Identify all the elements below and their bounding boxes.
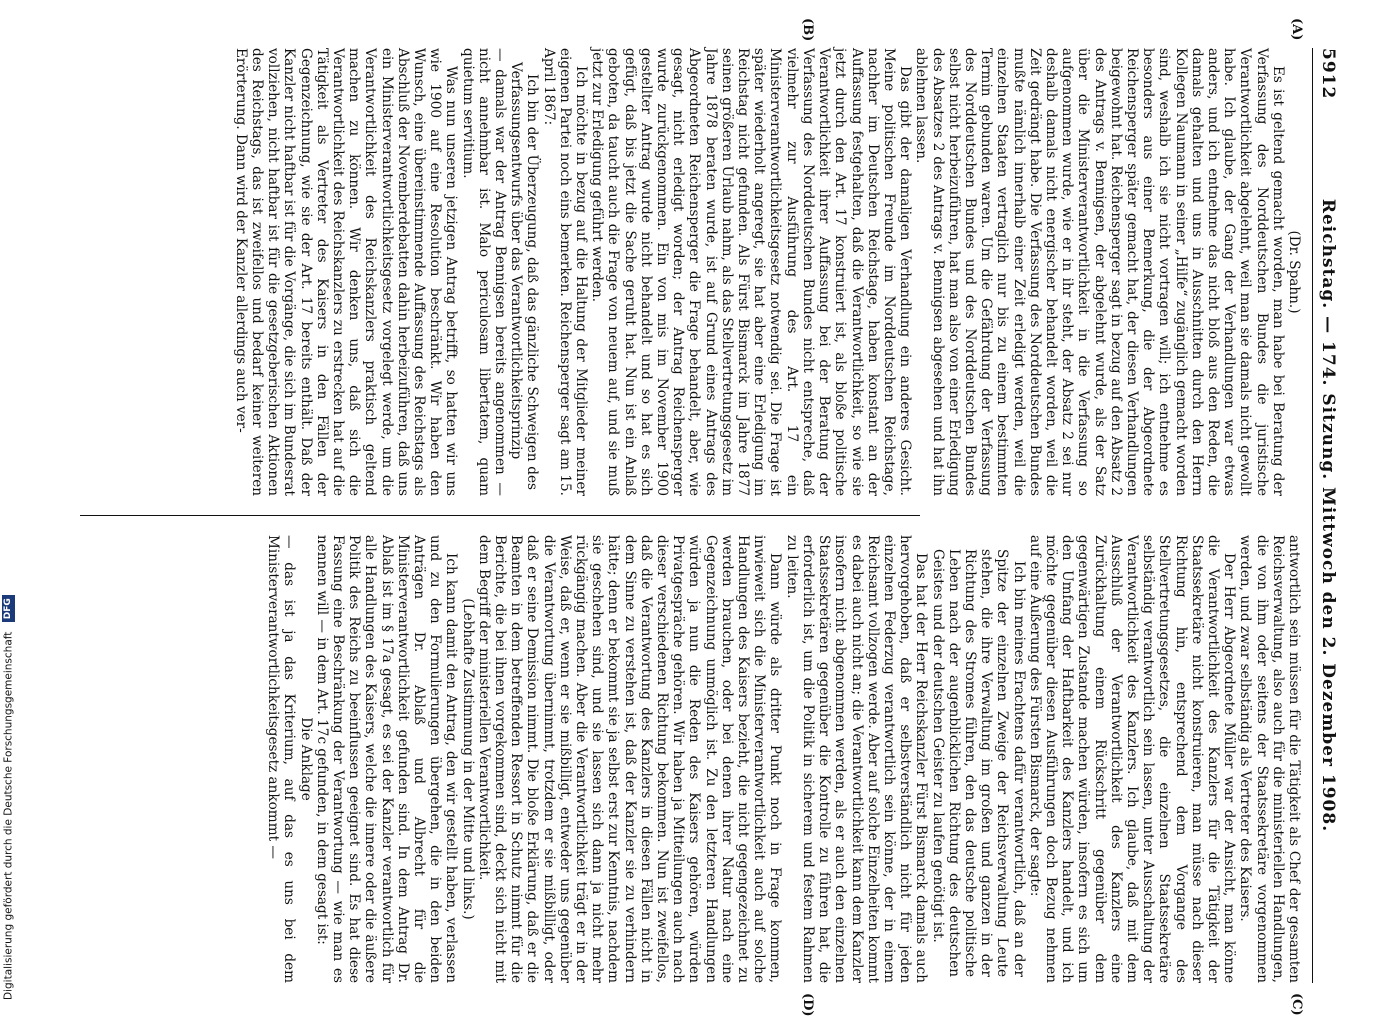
margin-marker-c: (C) (1289, 993, 1304, 1016)
paragraph: Der Herr Abgeordnete Müller war der Ansicht, man könne die Verantwortlichkeit des Kanzlers für die Tätigkeit der Staatssekretäre nicht konstruieren, man müsse nach dieser Richtung hin, entsprechend dem Vorgange des Stellvertretungsgesetzes, die einzelnen Staatssekretäre selbständig verantwortlich sein lassen, unter Ausschaltung der Verantwortlichkeit des Kanzlers. Ich glaube, daß mit dem Ausschluß der Verantwortlichkeit des Kanzlers eine Zurückhaltung einem Rückschritt gegenüber dem gegenwärtigen Zustande machen würden, insofern es sich um den Umfang der Haftbarkeit des Kanzlers handelt, und ich möchte gegenüber diesen Ausführungen doch Bezug nehmen auf eine Äußerung des Fürsten Bismarck, der sagte: (1026, 535, 1238, 983)
scanned-page (65, 18, 1340, 1017)
paragraph: Was nun unseren jetzigen Antrag betrifft, so hatten wir uns wie 1900 auf eine Resolution beschränkt. Wir haben den Wunsch, eine übereinstimmende Auffassung des Reichstags als Abschluß der Novemberdebatten dahin herbeizuführen, daß uns ein Ministerverantwortlichkeitsgesetz vorgelegt werde, um die Verantwortlichkeit des Reichskanzlers praktisch geltend machen zu können. Wir denken uns, daß sich die Verantwortlichkeit des Reichskanzlers zu erstrecken hat auf die Tätigkeit als Vertreter des Kaisers in den Fällen der Gegenzeichnung, wie sie der Art. 17 bereits enthält. Daß der Kanzler nicht haftbar ist für die Vorgänge, die sich im Bundesrat vollziehen, nicht haftbar ist für die gesetzgeberischen Aktionen des Reichstags, das ist zweifellos und bedarf keiner weiteren Erörterung. Dann wird der Kanzler allerdings auch ver- (232, 48, 460, 496)
paragraph: Das gibt der damaligen Verhandlung ein anderes Gesicht. Meine politischen Freunde im Norddeutschen Reichstage, nachher im Deutschen Reichstage, haben konstant an der Auffassung festgehalten, daß die Verantwortlichkeit, so wie sie jetzt durch den Art. 17 konstruiert ist, als bloße politische Verantwortlichkeit ihrer Auffassung bei der Beratung der Verfassung des Norddeutschen Bundes nicht entspreche, daß vielmehr zur Ausführung des Art. 17 ein Ministerverantwortlichkeitsgesetz notwendig sei. Die Frage ist später wiederholt angeregt, sie hat aber eine Erledigung im Reichstag nicht gefunden. Als Fürst Bismarck im Jahre 1877 seinen größeren Urlaub nahm, als das Stellvertretungsgesetz im Jahre 1878 beraten wurde, ist auf Grund eines Antrags des Abgeordneten Reichensperger die Frage behandelt, aber, wie gesagt, nicht erledigt worden; der Antrag Reichensperger wurde zurückgenommen. Ein von mis im November 1900 gestellter Antrag wurde nicht behandelt und so hat es sich gefügt, daß bis jetzt die Sache geruht hat. Nun ist ein Anlaß geboten, da taucht auch die Frage von neuem auf, und sie muß jetzt zur Erledigung geführt werden. (589, 48, 914, 496)
interjection: — das ist ja das Kriterium, auf das es uns bei dem Ministerverantwortlichkeitsgesetz ankommt — (265, 535, 298, 983)
margin-marker-b: (B) (800, 18, 815, 42)
paragraph: Dann würde als dritter Punkt noch in Frage kommen, inwieweit sich die Ministerverantwortlichkeit auch auf solche Handlungen des Kaisers bezieht, die nicht gegengezeichnet zu werden brauchen, oder bei denen ihrer Natur nach eine Gegenzeichnung unmöglich ist. Zu den letzteren Handlungen würden ja nun die Reden des Kaisers gehören, würden Privatgespräche gehören. Wir haben ja Mitteilungen auch nach dieser verschiedenen Richtung bekommen. Nun ist zweifellos, daß die Verantwortung des Kanzlers in diesen Fällen nicht in dem Sinne zu verstehen ist, daß der Kanzler sie zu verhindern hätte; denn er bekommt sie ja selbst erst zur Kenntnis, nachdem sie geschehen sind, und sie lassen sich dann ja nicht mehr rückgängig machen. Aber die Verantwortlichkeit trägt er in der Weise, daß er, wenn er sie mißbilligt, entweder uns gegenüber die Verantwortung übernimmt, trotzdem er sie mißbilligt, oder daß er seine Demission nimmt. Die bloße Erklärung, daß er die Beamten in dem betreffenden Ressort in Schutz nimmt für die Berichte, die bei ihnen vorgekommen sind, deckt sich nicht mit dem Begriff der ministeriellen Verantwortlichkeit. (475, 535, 784, 983)
page-title: Reichstag. — 174. Sitzung. Mittwoch den 2. Dezember 1908. (1318, 198, 1338, 833)
paragraph: Das hat der Herr Reichskanzler Fürst Bismarck damals auch hervorgehoben, daß er selbstverständlich nicht für jeden einzelnen Federzug verantwortlich sein könne, der in einem Reichsamt vollzogen werde. Aber auf solche Einzelheiten kommt es dabei auch nicht an; die Verantwortlichkeit kann dem Kanzler insofern nicht abgenommen werden, als er auch den einzelnen Staatssekretären gegenüber die Kontrolle zu führen hat, die erforderlich ist, um die Politik in sicherem und festem Rahmen zu leiten. (783, 535, 930, 983)
applause-note: (Lebhafte Zustimmung in der Mitte und links.) (459, 598, 476, 920)
paragraph: Ich möchte in bezug auf die Haltung der Mitglieder meiner eigenen Partei noch eins bemerken. Reichensperger sagt am 15. April 1867: (540, 48, 590, 496)
credit-text: Digitalisierung gefördert durch die Deutsche Forschungsgemeinschaft (2, 631, 15, 1000)
interjection: — damals war der Antrag Bennigsen bereits angenommen — nicht annehmbar ist. Malo periculosam libertatem, quam quietum servitium. (459, 48, 509, 496)
digitization-credit (2, 0, 18, 1000)
speaker-label: (Dr. Spahn.) (1286, 230, 1302, 314)
right-column (265, 535, 1302, 983)
column-divider (80, 515, 920, 516)
quotation: Ich bin der Überzeugung, daß das gänzliche Schweigen des Verfassungsentwurfs über das Verantwortlichkeitsprinzip (508, 62, 541, 490)
paragraph: antwortlich sein müssen für die Tätigkeit als Chef der gesamten Reichsverwaltung, also auch für die ministeriellen Handlungen, die von ihm oder seitens der Staatssekretäre vorgenommen werden, und zwar selbständig als Vertreter des Kaisers. (1237, 535, 1302, 983)
page-header (1314, 48, 1340, 983)
paragraph: Es ist geltend gemacht worden, man habe bei Beratung der Verfassung des Norddeutschen Bundes die juristische Verantwortlichkeit abgelehnt, weil man sie damals nicht gewollt habe. Ich glaube, der Gang der Verhandlungen war etwas anders, und ich entnehme das nicht bloß aus den Reden, die damals gehalten und uns in Ausschnitten durch den Herrn Kollegen Naumann in seiner „Hilfe“ zugänglich gemacht worden sind, weshalb ich sie nicht vortragen will; ich entnehme es besonders aus einer Bemerkung, die der Abgeordnete Reichensperger später gemacht hat, der diesen Verhandlungen beigewohnt hat. Reichensperger sagt in bezug auf den Absatz 2 des Antrags v. Bennigsen, der abgelehnt wurde, als der Satz über die Ministerverantwortlichkeit in die Verfassung so aufgenommen wurde, wie er in ihr steht, der Absatz 2 sei nur deshalb damals nicht energischer behandelt worden, weil die Zeit gedrängt habe. Die Verfassung des Norddeutschen Bundes mußte nämlich innerhalb einer Zeit erledigt werden, weil die einzelnen Staaten vertraglich nur bis zu einem bestimmten Termin gebunden waren. Um die Gefährdung der Verfassung des Norddeutschen Bundes und des Norddeutschen Bundes selbst nicht herbeizuführen, hat man also von einer Erledigung des Absatzes 2 des Antrags v. Bennigsen abgesehen und hat ihn ablehnen lassen. (913, 48, 1286, 496)
quotation: Ich bin meines Erachtens dafür verantwortlich, daß an der Spitze der einzelnen Zweige der Reichsverwaltung Leute stehen, die ihre Verwaltung im großen und ganzen in der Richtung des Stromes führen, den das deutsche politische Leben nach der augenblicklichen Richtung des deutschen Geistes und der deutschen Geister zu laufen genötigt ist. (929, 549, 1027, 977)
paragraph: Ich kann damit den Antrag, den wir gestellt haben, verlassen und zu den Formulierungen übergehen, die in den beiden Anträgen Dr. Ablaß und Albrecht für die Ministerverantwortlichkeit gefunden sind. In dem Antrag Dr. Ablaß ist im § 17a gesagt, es sei der Kanzler verantwortlich für alle Handlungen des Kaisers, welche die innere oder die äußere Politik des Reichs zu beeinflussen geeignet sind. Es hat diese Fassung eine Beschränkung der Verantwortung — wie man es nennen will — in dem Art. 17c gefunden, in dem gesagt ist: (313, 535, 460, 983)
quoted-heading: Die Anklage (297, 717, 314, 801)
margin-marker-a: (A) (1289, 18, 1304, 41)
dfg-logo: DFG (2, 595, 15, 622)
left-column (233, 48, 1302, 496)
header-rule (1312, 48, 1313, 983)
page-number: 5912 (1318, 48, 1338, 100)
margin-marker-d: (D) (800, 993, 815, 1017)
